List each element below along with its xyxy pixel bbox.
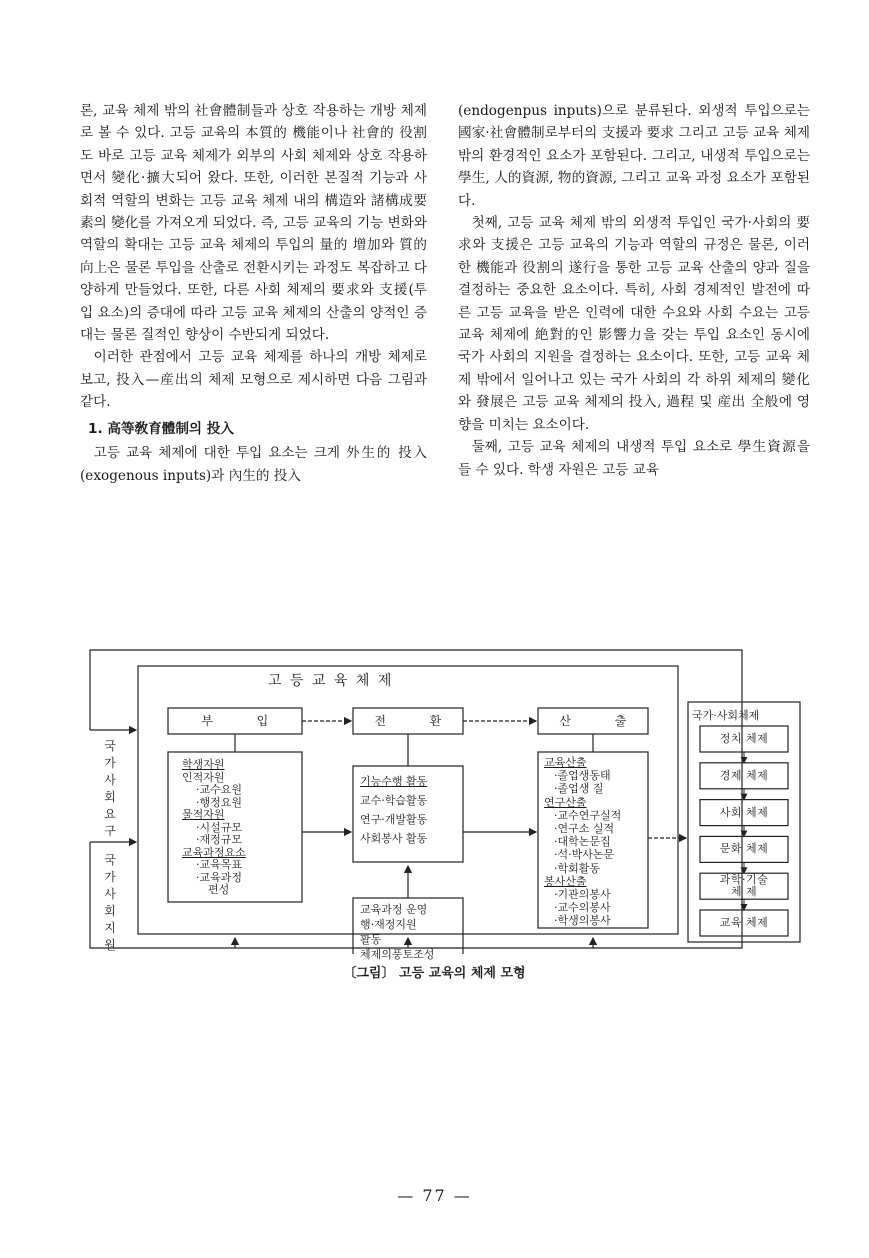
output-item: 교육산출 (544, 756, 587, 769)
stage-label: 전 환 (374, 714, 442, 728)
paragraph: 이러한 관점에서 고등 교육 체제를 하나의 개방 체제로 보고, 投入—産出의 체제 모형으로 제시하면 다음 그림과 같다. (80, 349, 427, 411)
input-item: ·교육목표 (196, 858, 243, 871)
input-item: ·교육과정 (196, 870, 243, 884)
left-text-column (80, 100, 427, 487)
paragraph: 둘째, 고등 교육 체제의 내생적 투입 요소로 學生資源을 들 수 있다. 학생 자원은 고등 교육 (458, 439, 810, 478)
output-item: ·학회활동 (554, 861, 601, 875)
output-item: ·졸업생 질 (554, 782, 604, 796)
society-title: 국가·사회체제 (692, 709, 760, 722)
process-item: 사회봉사 활동 (360, 832, 428, 845)
system-model-figure (88, 642, 804, 961)
process-support-item: 행·재정지원 (360, 918, 417, 931)
paragraph: 첫째, 고등 교육 체제 밖의 외생적 투입인 국가·사회의 要求와 支援은 고등 교육의 기능과 역할의 규정은 물론, 이러한 機能과 役割의 遂行을 통한 고등 교육 산출의 양과 질을 결정하는 중요한 요소이다. 특히, 사회 경제적인 발전에 따른 고등 교육을 받은 인력에 대한 수요와 사회 수요는 고등 교육 체제에 絶對的인 影響力을 갖는 투입 요소인 동시에 국가 사회의 지원을 결정하는 요소이다. 또한, 고등 교육 체제 밖에서 일어나고 있는 국가 사회의 각 하위 체제의 變化와 發展은 고등 교육 체제의 投入, 過程 및 産出 全般에 영향을 미치는 요소이다. (458, 215, 810, 433)
output-item: ·석·박사논문 (554, 848, 615, 862)
output-item: ·교수연구실적 (554, 808, 622, 822)
process-support-item: 체제의풍토조성 (360, 948, 435, 961)
input-item: ·교수요원 (196, 783, 243, 796)
stage-label: 산 출 (559, 714, 627, 728)
society-subsystem-label: 과학·기술 체 제 (719, 873, 769, 899)
output-item: ·학생의봉사 (554, 914, 611, 928)
left-label-demand: 국가사회요구 (104, 739, 116, 838)
output-item: ·졸업생동태 (554, 769, 611, 783)
section-heading: 1. 高等敎育體制의 投入 (88, 420, 234, 437)
input-item: 편성 (208, 883, 230, 896)
output-item: 봉사산출 (544, 874, 587, 888)
system-title: 고 등 교 육 체 제 (268, 673, 394, 689)
input-item: 교육과정요소 (182, 845, 246, 859)
society-subsystem-label: 정치 체제 (719, 732, 769, 745)
output-item: ·대학논문집 (554, 835, 611, 849)
input-item: 물적자원 (182, 808, 225, 821)
process-support-item: 교육과정 운영 (360, 903, 428, 916)
paragraph: 론, 교육 체제 밖의 社會體制들과 상호 작용하는 개방 체제로 볼 수 있다. 고등 교육의 本質的 機能이나 社會的 役割도 바로 고등 교육 체제가 외부의 사회 체제와 상호 작용하면서 變化·擴大되어 왔다. 또한, 이러한 본질적 기능과 사회적 역할의 변화는 고등 교육 체제 내의 構造와 諸構成要素의 變化를 가져오게 되었다. 즉, 고등 교육의 기능 변화와 역할의 확대는 고등 교육 체제의 투입의 量的 增加와 質的 向上은 물론 투입을 산출로 전환시키는 과정도 복잡하고 다양하게 만들었다. 또한, 다른 사회 체제의 要求와 支援(투입 요소)의 증대에 따라 고등 교육 체제의 산출의 양적인 증대는 물론 질적인 향상이 수반되게 되었다. (80, 103, 427, 344)
output-item: ·연구소 실적 (554, 822, 615, 835)
left-label-support: 국가사회지원 (104, 853, 116, 952)
society-subsystem-label: 경제 체제 (719, 768, 769, 782)
figure-caption: 〔그림〕 고등 교육의 체제 모형 (343, 966, 526, 981)
process-item: 연구·개발활동 (360, 813, 428, 826)
input-item: ·시설규모 (196, 820, 243, 834)
society-subsystem-label: 문화 체제 (719, 842, 769, 856)
paragraph: (endogenpus inputs)으로 분류된다. 외생적 투입으로는 國家·社會體制로부터의 支援과 要求 그리고 고등 교육 체제 밖의 환경적인 요소가 포함된다. 그리고, 내생적 투입으로는 學生, 人的資源, 物的資源, 그리고 교육 과정 요소가 포함된다. (458, 103, 810, 209)
society-subsystem-label: 교육 체제 (719, 916, 769, 929)
process-item: 교수·학습활동 (360, 794, 428, 807)
paragraph: 고등 교육 체제에 대한 투입 요소는 크게 外生的 投入(exogenous inputs)과 內生的 投入 (80, 445, 427, 484)
society-subsystem-label: 사회 체제 (719, 805, 769, 819)
input-item: 인적자원 (182, 770, 225, 784)
process-support-item: 활동 (360, 933, 382, 946)
output-item: 연구산출 (544, 795, 587, 809)
right-text-column (458, 100, 810, 481)
output-item: ·교수의봉사 (554, 901, 611, 915)
input-item: ·행정요원 (196, 795, 243, 809)
page-number: — 77 — (397, 1186, 472, 1205)
input-item: 학생자원 (182, 758, 225, 771)
input-item: ·재정규모 (196, 833, 243, 846)
process-item: 기능수행 활동 (360, 775, 428, 788)
stage-label: 부 입 (201, 714, 269, 728)
output-item: ·기관의봉사 (554, 888, 611, 901)
